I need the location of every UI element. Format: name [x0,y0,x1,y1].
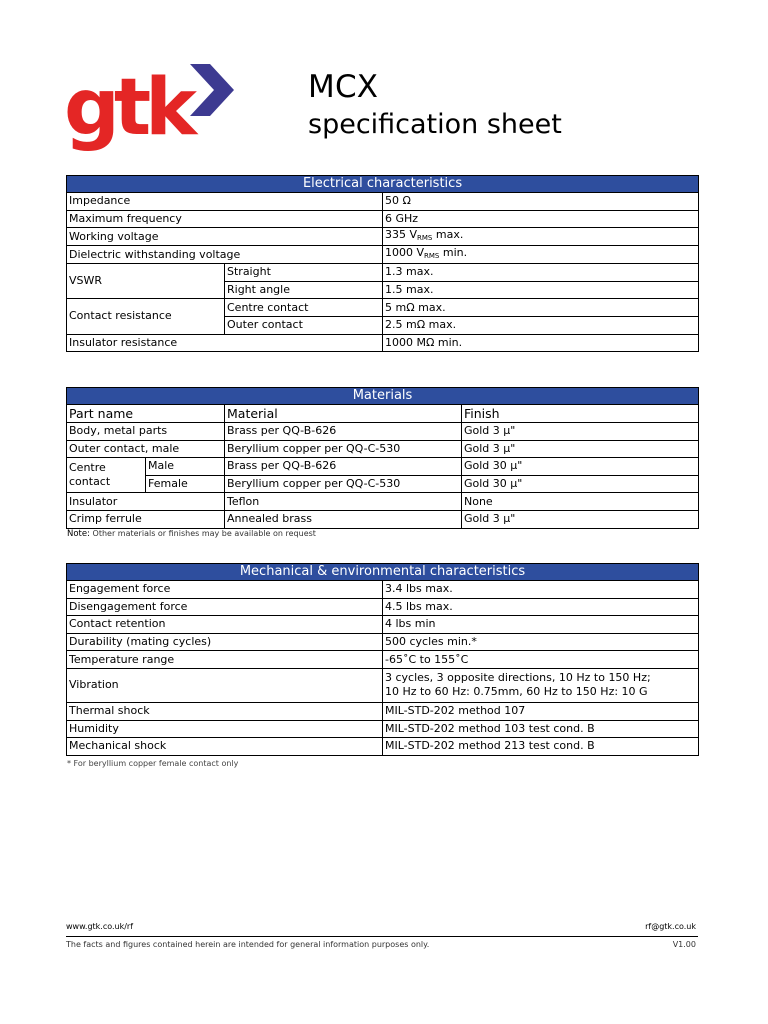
table-row [67,616,699,634]
table-row [67,228,699,246]
disengagement-force-value: 4.5 lbs max. [383,598,699,616]
vibration-line-2: 10 Hz to 60 Hz: 0.75mm, 60 Hz to 150 Hz: 10 G [385,685,648,699]
version-label: V1.00 [672,940,696,949]
contact-retention-value: 4 lbs min [383,616,699,634]
table-row [67,210,699,228]
page-subtitle: specification sheet [308,109,562,140]
material: Brass per QQ-B-626 [225,423,462,441]
engagement-force-label: Engagement force [67,581,383,599]
thermal-shock-label: Thermal shock [67,702,383,720]
working-voltage-label: Working voltage [67,228,383,246]
table-row [67,475,699,493]
table-row [67,510,699,528]
subpart-female: Female [146,475,225,493]
table-row [67,633,699,651]
material: Annealed brass [225,510,462,528]
table-row [67,651,699,669]
working-voltage-suffix: max. [432,228,464,242]
temperature-range-label: Temperature range [67,651,383,669]
table-row [67,581,699,599]
finish: Gold 30 µ" [462,458,699,476]
impedance-value: 50 Ω [383,193,699,211]
footer-contact-row [66,922,698,937]
insulator-resistance-value: 1000 MΩ min. [383,334,699,352]
title-block [308,68,562,142]
table-row [67,423,699,441]
frequency-value: 6 GHz [383,210,699,228]
finish: None [462,493,699,511]
material: Beryllium copper per QQ-C-530 [225,475,462,493]
vswr-label: VSWR [67,264,225,299]
table-row [67,598,699,616]
table-row [67,702,699,720]
disengagement-force-label: Disengagement force [67,598,383,616]
outer-contact-value: 2.5 mΩ max. [383,316,699,334]
electrical-heading: Electrical characteristics [67,176,699,193]
materials-heading: Materials [67,388,699,405]
mechanical-shock-label: Mechanical shock [67,738,383,756]
table-row [67,246,699,264]
finish: Gold 3 µ" [462,510,699,528]
material: Teflon [225,493,462,511]
dielectric-subscript: RMS [424,252,440,261]
note-text: Other materials or finishes may be available on request [90,529,316,538]
durability-label: Durability (mating cycles) [67,633,383,651]
part-name: Insulator [67,493,225,511]
vswr-straight-value: 1.3 max. [383,264,699,282]
working-voltage-value [383,228,699,246]
material: Brass per QQ-B-626 [225,458,462,476]
part-name-centre-contact: Centre contact [67,458,146,493]
column-header-material: Material [225,405,462,423]
page-title: MCX [308,69,379,105]
table-row [67,720,699,738]
part-name: Body, metal parts [67,423,225,441]
finish: Gold 30 µ" [462,475,699,493]
table-row [67,440,699,458]
frequency-label: Maximum frequency [67,210,383,228]
humidity-value: MIL-STD-202 method 103 test cond. B [383,720,699,738]
column-header-part: Part name [67,405,225,423]
table-row [67,299,699,317]
gtk-logo [64,62,236,158]
electrical-table [66,175,699,352]
disclaimer-text: The facts and figures contained herein are intended for general information purposes only. [66,940,430,949]
impedance-label: Impedance [67,193,383,211]
centre-contact-label: Centre contact [225,299,383,317]
vswr-right-angle-value: 1.5 max. [383,281,699,299]
logo-text: gtk [64,63,191,153]
logo-chevron-icon [190,64,234,116]
contact-resistance-label: Contact resistance [67,299,225,334]
dielectric-value [383,246,699,264]
subpart-male: Male [146,458,225,476]
table-row [67,334,699,352]
temperature-range-value: -65˚C to 155˚C [383,651,699,669]
materials-note [67,529,316,539]
vswr-straight-label: Straight [225,264,383,282]
materials-table [66,387,699,529]
table-header-row [67,405,699,423]
dielectric-number: 1000 V [385,246,425,260]
mechanical-table [66,563,699,756]
vibration-value [383,668,699,702]
centre-contact-value: 5 mΩ max. [383,299,699,317]
note-label: Note: [67,529,90,539]
mechanical-shock-value: MIL-STD-202 method 213 test cond. B [383,738,699,756]
finish: Gold 3 µ" [462,440,699,458]
humidity-label: Humidity [67,720,383,738]
mechanical-heading: Mechanical & environmental characteristics [67,564,699,581]
finish: Gold 3 µ" [462,423,699,441]
vswr-right-angle-label: Right angle [225,281,383,299]
dielectric-label: Dielectric withstanding voltage [67,246,383,264]
insulator-resistance-label: Insulator resistance [67,334,383,352]
mechanical-footnote: * For beryllium copper female contact only [67,759,239,768]
email-link[interactable]: rf@gtk.co.uk [645,922,696,931]
website-link[interactable]: www.gtk.co.uk/rf [66,922,134,931]
part-name: Outer contact, male [67,440,225,458]
part-name: Crimp ferrule [67,510,225,528]
contact-retention-label: Contact retention [67,616,383,634]
table-row [67,193,699,211]
vibration-line-1: 3 cycles, 3 opposite directions, 10 Hz to 150 Hz; [385,671,651,685]
table-row [67,738,699,756]
engagement-force-value: 3.4 lbs max. [383,581,699,599]
vibration-label: Vibration [67,668,383,702]
column-header-finish: Finish [462,405,699,423]
outer-contact-label: Outer contact [225,316,383,334]
thermal-shock-value: MIL-STD-202 method 107 [383,702,699,720]
table-row [67,264,699,282]
durability-value: 500 cycles min.* [383,633,699,651]
table-row [67,493,699,511]
table-row [67,668,699,702]
material: Beryllium copper per QQ-C-530 [225,440,462,458]
dielectric-suffix: min. [439,246,468,260]
table-row [67,458,699,476]
working-voltage-number: 335 V [385,228,418,242]
working-voltage-subscript: RMS [417,234,433,243]
